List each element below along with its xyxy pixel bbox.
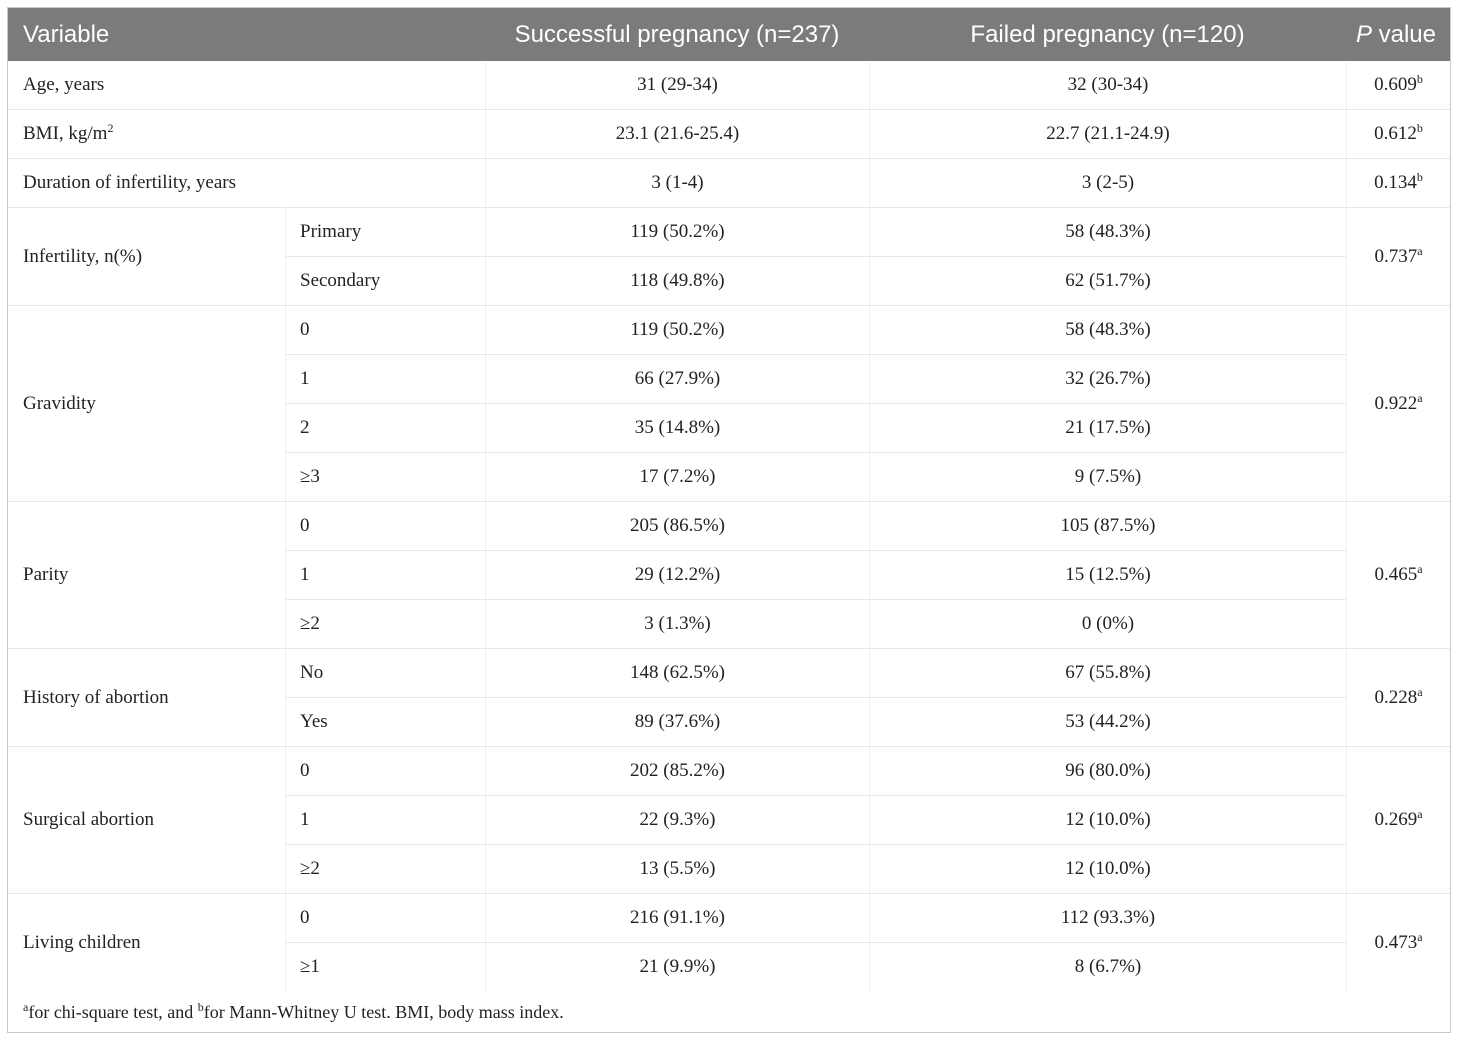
p-value-marker: a	[1417, 243, 1423, 258]
row-category: Secondary	[285, 256, 485, 305]
row-variable: Living children	[8, 893, 285, 991]
failed-value: 22.7 (21.1-24.9)	[869, 109, 1346, 158]
failed-value: 15 (12.5%)	[869, 550, 1346, 599]
row-category: 2	[285, 403, 485, 452]
row-category: ≥3	[285, 452, 485, 501]
table-row	[8, 61, 1450, 109]
failed-value: 62 (51.7%)	[869, 256, 1346, 305]
failed-value: 12 (10.0%)	[869, 844, 1346, 893]
row-variable-label: BMI, kg/m	[23, 123, 108, 144]
footnote-text-2: for Mann-Whitney U test. BMI, body mass index.	[203, 1002, 564, 1022]
header-successful-pregnancy: Successful pregnancy (n=237)	[485, 8, 869, 61]
failed-value: 9 (7.5%)	[869, 452, 1346, 501]
p-value	[1346, 893, 1450, 991]
row-category: ≥2	[285, 599, 485, 648]
failed-value: 32 (30-34)	[869, 61, 1346, 109]
p-value-number: 0.134	[1374, 172, 1417, 193]
characteristics-table	[8, 8, 1450, 991]
failed-value: 58 (48.3%)	[869, 207, 1346, 256]
row-category: ≥1	[285, 942, 485, 991]
failed-value: 53 (44.2%)	[869, 697, 1346, 746]
successful-value: 13 (5.5%)	[485, 844, 869, 893]
row-category: ≥2	[285, 844, 485, 893]
row-category: 1	[285, 550, 485, 599]
successful-value: 89 (37.6%)	[485, 697, 869, 746]
row-variable: History of abortion	[8, 648, 285, 746]
p-value	[1346, 648, 1450, 746]
p-value	[1346, 746, 1450, 893]
failed-value: 67 (55.8%)	[869, 648, 1346, 697]
p-value-number: 0.737	[1374, 245, 1418, 267]
row-category: 0	[285, 305, 485, 354]
failed-value: 58 (48.3%)	[869, 305, 1346, 354]
p-value-number: 0.609	[1374, 74, 1417, 95]
row-variable: Surgical abortion	[8, 746, 285, 893]
footnote-marker-b: b	[197, 1000, 204, 1014]
successful-value: 23.1 (21.6-25.4)	[485, 109, 869, 158]
successful-value: 118 (49.8%)	[485, 256, 869, 305]
p-value-marker: a	[1417, 807, 1423, 821]
successful-value: 3 (1.3%)	[485, 599, 869, 648]
table-row	[8, 501, 1450, 550]
table-row	[8, 207, 1450, 256]
row-category: 1	[285, 354, 485, 403]
successful-value: 205 (86.5%)	[485, 501, 869, 550]
footnote-text-1: for chi-square test, and	[28, 1002, 198, 1022]
row-variable	[8, 158, 485, 207]
row-variable: Gravidity	[8, 305, 285, 501]
p-value	[1346, 501, 1450, 648]
failed-value: 112 (93.3%)	[869, 893, 1346, 942]
successful-value: 17 (7.2%)	[485, 452, 869, 501]
p-value-number: 0.473	[1374, 931, 1418, 953]
successful-value: 29 (12.2%)	[485, 550, 869, 599]
successful-value: 148 (62.5%)	[485, 648, 869, 697]
p-value-marker: a	[1417, 684, 1423, 699]
p-value-marker: a	[1417, 390, 1423, 405]
p-value-number: 0.269	[1374, 809, 1418, 830]
failed-value: 0 (0%)	[869, 599, 1346, 648]
failed-value: 21 (17.5%)	[869, 403, 1346, 452]
successful-value: 216 (91.1%)	[485, 893, 869, 942]
failed-value: 8 (6.7%)	[869, 942, 1346, 991]
p-value-number: 0.612	[1374, 123, 1417, 144]
successful-value: 119 (50.2%)	[485, 305, 869, 354]
p-value-number: 0.228	[1374, 686, 1418, 708]
row-category: 0	[285, 893, 485, 942]
p-value-marker: a	[1417, 562, 1423, 576]
successful-value: 202 (85.2%)	[485, 746, 869, 795]
row-category: 0	[285, 501, 485, 550]
row-category: 1	[285, 795, 485, 844]
row-variable-label: Duration of infertility, years	[23, 172, 236, 193]
header-p-value	[1346, 8, 1450, 61]
successful-value: 22 (9.3%)	[485, 795, 869, 844]
table-body	[8, 61, 1450, 991]
failed-value: 12 (10.0%)	[869, 795, 1346, 844]
failed-value: 105 (87.5%)	[869, 501, 1346, 550]
p-value-number: 0.465	[1374, 564, 1418, 585]
p-value	[1346, 158, 1450, 207]
table-row	[8, 746, 1450, 795]
table-row	[8, 893, 1450, 942]
row-variable-label: Age, years	[23, 74, 105, 95]
p-value	[1346, 207, 1450, 305]
p-value	[1346, 109, 1450, 158]
successful-value: 119 (50.2%)	[485, 207, 869, 256]
failed-value: 3 (2-5)	[869, 158, 1346, 207]
row-category: 0	[285, 746, 485, 795]
p-value-marker: a	[1417, 929, 1423, 944]
p-value-marker: b	[1416, 170, 1423, 184]
row-variable: Infertility, n(%)	[8, 207, 285, 305]
successful-value: 21 (9.9%)	[485, 942, 869, 991]
row-category: No	[285, 648, 485, 697]
footnote-marker-a: a	[23, 1000, 29, 1014]
row-category: Yes	[285, 697, 485, 746]
table-row	[8, 158, 1450, 207]
row-variable	[8, 109, 485, 158]
failed-value: 32 (26.7%)	[869, 354, 1346, 403]
header-p-rest: value	[1371, 20, 1436, 48]
p-value-number: 0.922	[1374, 392, 1418, 414]
row-variable	[8, 61, 485, 109]
successful-value: 66 (27.9%)	[485, 354, 869, 403]
table-footnote	[23, 1002, 564, 1023]
unit-superscript: 2	[107, 121, 114, 135]
table-row	[8, 109, 1450, 158]
table-frame	[7, 7, 1451, 1033]
table-row	[8, 305, 1450, 354]
header-failed-pregnancy: Failed pregnancy (n=120)	[869, 8, 1346, 61]
table-row	[8, 648, 1450, 697]
successful-value: 31 (29-34)	[485, 61, 869, 109]
p-value-marker: b	[1416, 121, 1423, 135]
successful-value: 3 (1-4)	[485, 158, 869, 207]
successful-value: 35 (14.8%)	[485, 403, 869, 452]
p-value	[1346, 305, 1450, 501]
row-variable: Parity	[8, 501, 285, 648]
header-p-italic: P	[1355, 20, 1372, 48]
row-category: Primary	[285, 207, 485, 256]
header-row	[8, 8, 1450, 61]
p-value-marker: b	[1416, 72, 1423, 86]
p-value	[1346, 61, 1450, 109]
header-variable: Variable	[8, 8, 485, 61]
failed-value: 96 (80.0%)	[869, 746, 1346, 795]
